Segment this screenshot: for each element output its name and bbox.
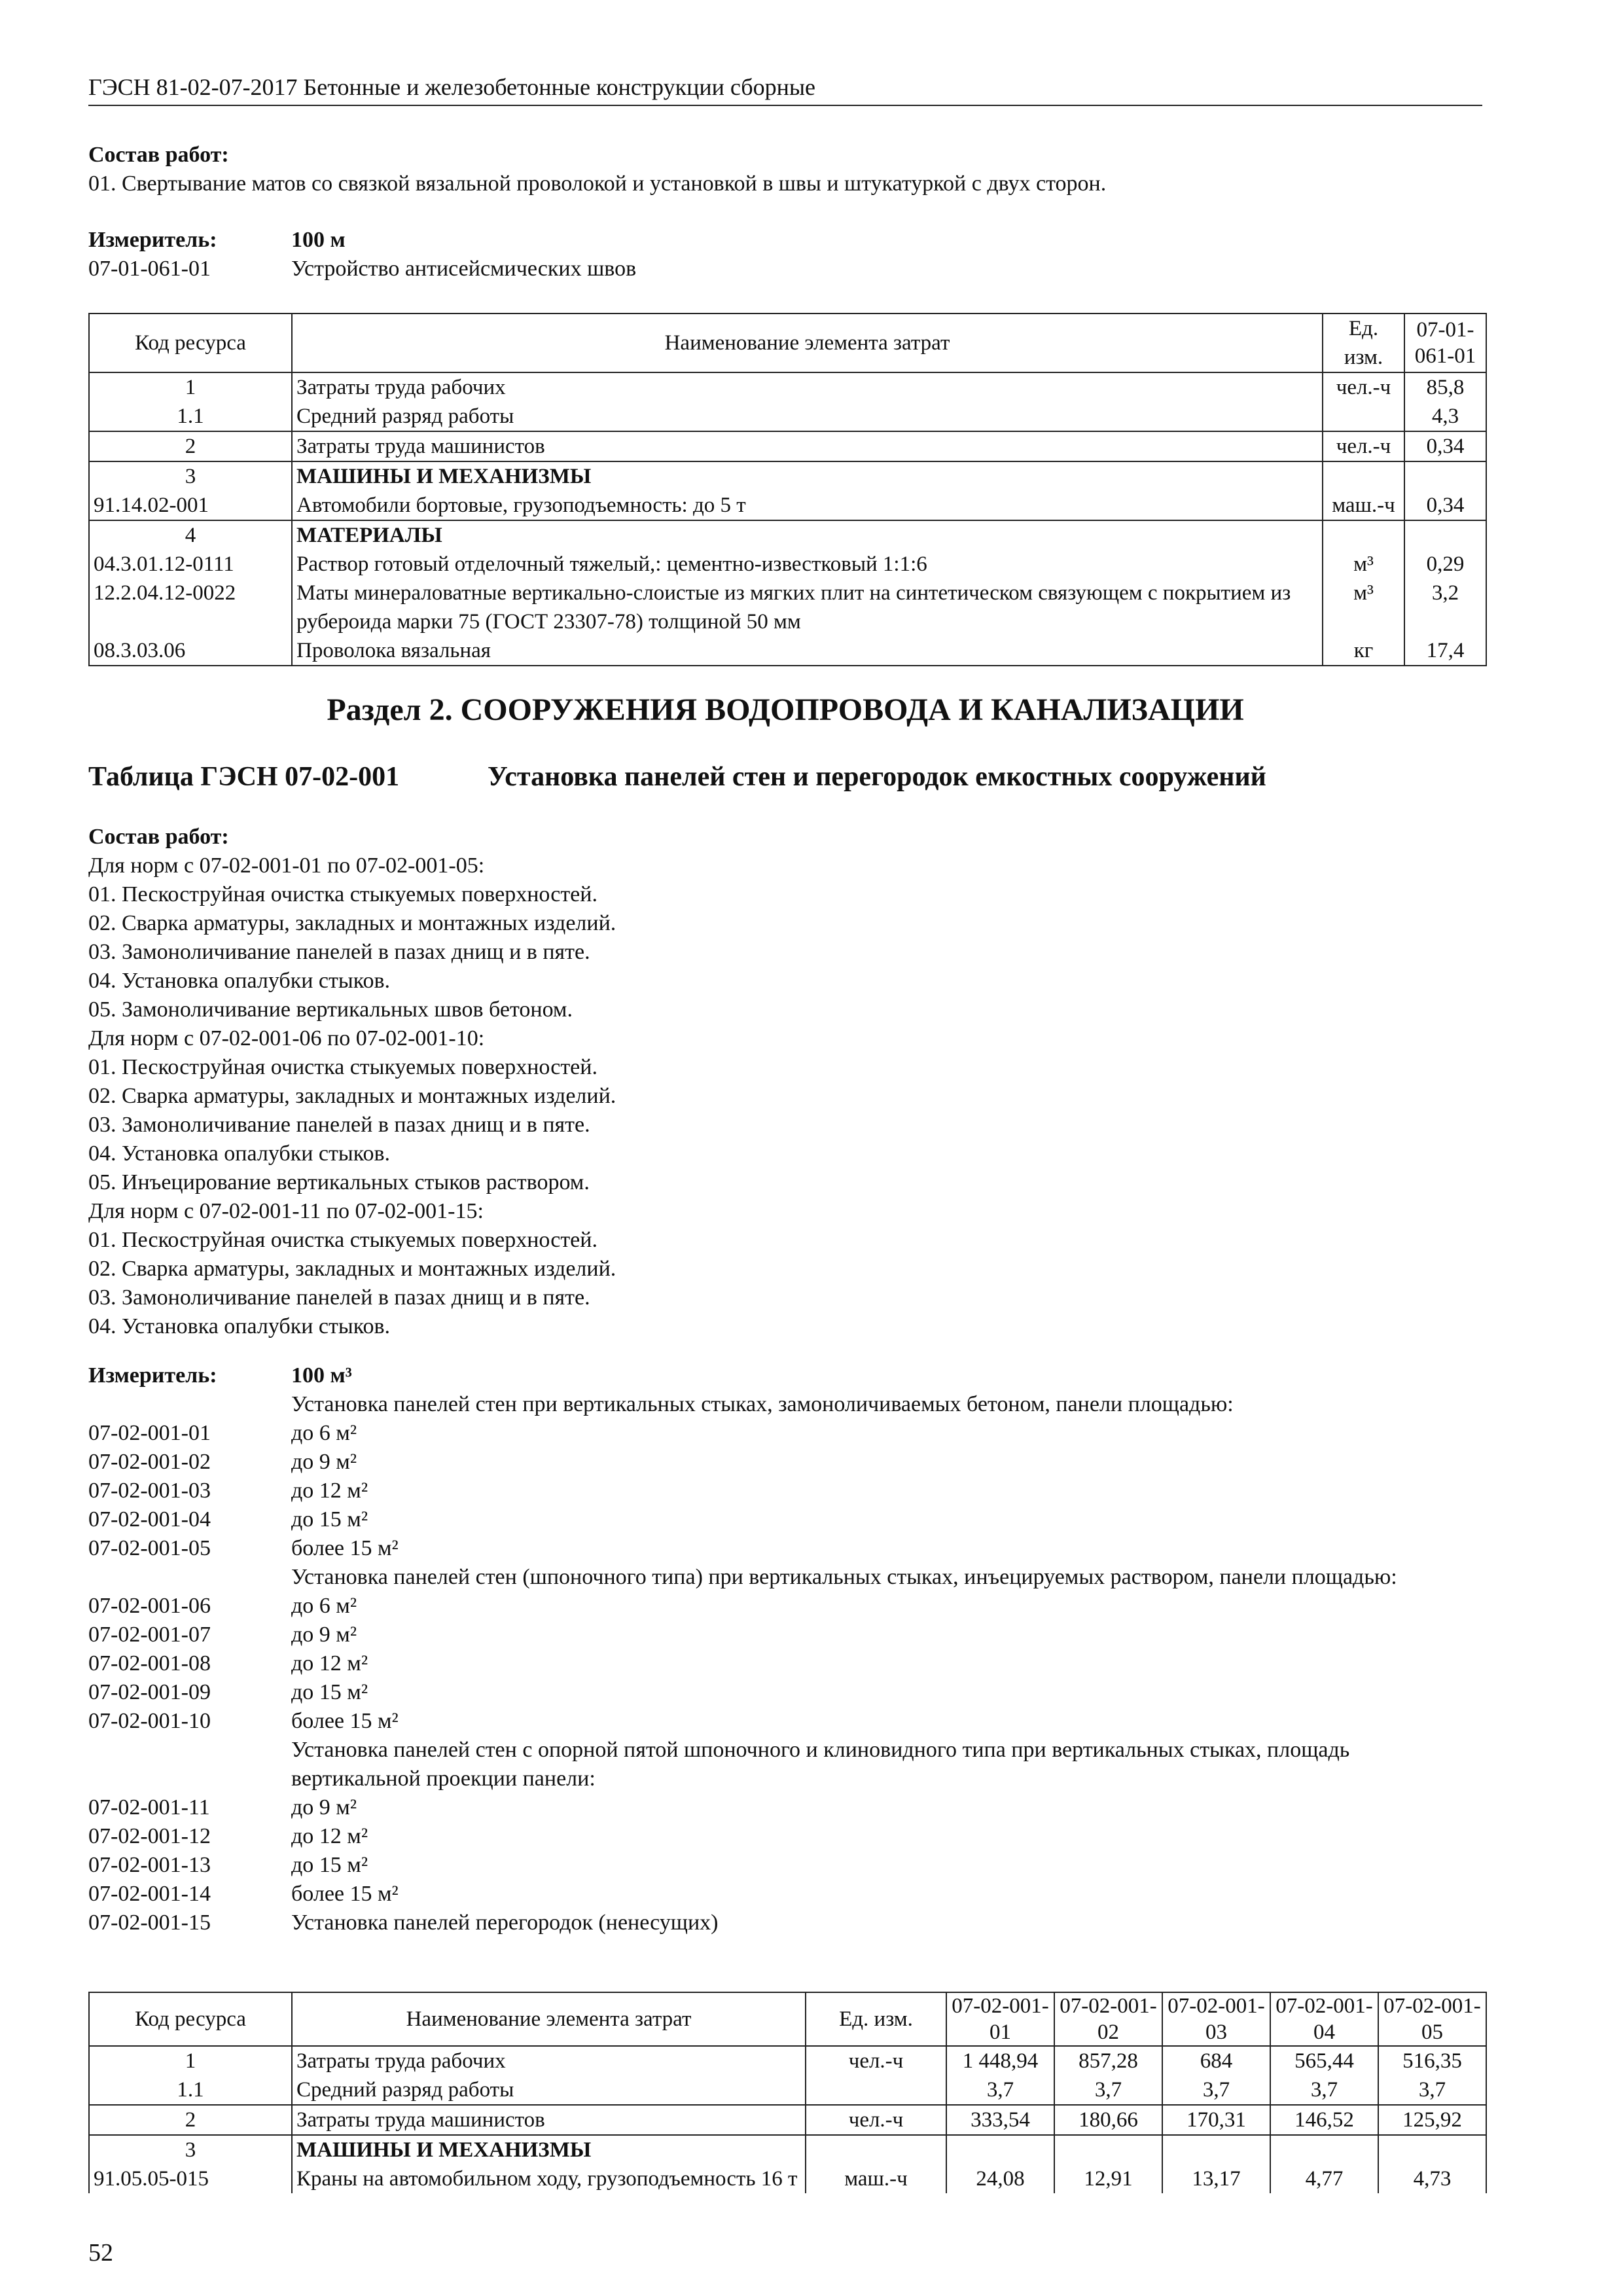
table-row: 08.3.03.06 Проволока вязальная кг 17,4 [89,636,1486,666]
norm-code: 07-01-061-01 [88,257,211,281]
norm-code: 07-02-001-10 [88,1709,211,1733]
table-row: 1.1 Средний разряд работы 4,3 [89,402,1486,431]
table-title [88,759,1482,795]
work-line: 04. Установка опалубки стыков. [88,1141,391,1166]
meter-unit: 100 м [291,228,346,252]
work-line: 01. Пескоструйная очистка стыкуемых поверхностей. [88,882,597,906]
work-line: 01. Пескоструйная очистка стыкуемых поверхностей. [88,1228,597,1252]
table-row: 91.05.05-015 Краны на автомобильном ходу, грузоподъемность 16 т маш.-ч 24,08 12,91 13,17 4,77 4,73 [89,2164,1486,2193]
work-line: 03. Замоноличивание панелей в пазах днищ и в пяте. [88,1113,590,1137]
meter-block-2 [88,1361,1482,1937]
work-item: 01. Свертывание матов со связкой вязальной проволокой и установкой в швы и штукатуркой с двух сторон. [88,171,1107,196]
norm-name: до 12 м² [291,1479,368,1503]
norm-code: 07-02-001-14 [88,1882,211,1906]
resource-table-2 [88,1992,1482,2193]
norm-name: до 6 м² [291,1421,357,1445]
col-header-norm: 07-02-001-04 [1270,1992,1378,2046]
norm-code: 07-02-001-05 [88,1536,211,1560]
work-line: 05. Замоноличивание вертикальных швов бетоном. [88,997,573,1022]
norm-name: до 9 м² [291,1795,357,1820]
meter-unit: 100 м³ [291,1363,352,1388]
work-line: 02. Сварка арматуры, закладных и монтажных изделий. [88,911,616,935]
page-number: 52 [88,2239,113,2267]
work-composition-1 [88,141,1482,198]
norm-code: 07-02-001-09 [88,1680,211,1704]
table-row: 91.14.02-001 Автомобили бортовые, грузоподъемность: до 5 т маш.-ч 0,34 [89,491,1486,520]
table-name: Установка панелей стен и перегородок емкостных сооружений [488,762,1266,792]
col-header-code: Код ресурса [89,314,292,372]
norm-code: 07-02-001-15 [88,1910,211,1935]
norm-name: Установка панелей перегородок (ненесущих) [291,1910,719,1935]
norm-group-title: Установка панелей стен при вертикальных стыках, замоноличиваемых бетоном, панели площадью: [291,1392,1234,1416]
norm-code: 07-02-001-01 [88,1421,211,1445]
col-header-code: Код ресурса [89,1992,292,2046]
resource-table-1 [88,313,1482,666]
work-line: 03. Замоноличивание панелей в пазах днищ и в пяте. [88,1285,590,1310]
norm-name: более 15 м² [291,1536,399,1560]
table-number: Таблица ГЭСН 07-02-001 [88,762,400,792]
table-row: 3 МАШИНЫ И МЕХАНИЗМЫ [89,2135,1486,2164]
work-line: 02. Сварка арматуры, закладных и монтажных изделий. [88,1084,616,1108]
work-line: 02. Сварка арматуры, закладных и монтажных изделий. [88,1257,616,1281]
norm-group-title: Установка панелей стен (шпоночного типа) при вертикальных стыках, инъецируемых раствором, панели площадью: [291,1565,1397,1589]
col-header-unit: Ед. изм. [1323,314,1404,372]
work-composition-2 [88,823,1482,1341]
col-header-unit: Ед. изм. [806,1992,946,2046]
meter-label: Измеритель: [88,228,217,252]
work-line: Для норм с 07-02-001-11 по 07-02-001-15: [88,1199,484,1223]
table-row: 1 Затраты труда рабочих чел.-ч 1 448,94 857,28 684 565,44 516,35 [89,2046,1486,2075]
norm-name: более 15 м² [291,1882,399,1906]
norm-code: 07-02-001-12 [88,1824,211,1848]
table-row: 12.2.04.12-0022 Маты минераловатные вертикально-слоистые из мягких плит на синтетическом связующем с покрытием из рубероида марки 75 (ГОСТ 23307-78) толщиной 50 мм м³ 3,2 [89,579,1486,636]
norm-code: 07-02-001-03 [88,1479,211,1503]
work-line: 05. Инъецирование вертикальных стыков раствором. [88,1170,590,1194]
running-header: ГЭСН 81-02-07-2017 Бетонные и железобетонные конструкции сборные [88,72,1482,106]
work-line: 01. Пескоструйная очистка стыкуемых поверхностей. [88,1055,597,1079]
work-line: Для норм с 07-02-001-06 по 07-02-001-10: [88,1026,485,1050]
table-row: 2 Затраты труда машинистов чел.-ч 0,34 [89,431,1486,461]
norm-name: до 12 м² [291,1824,368,1848]
norm-name: до 9 м² [291,1623,357,1647]
norm-name: до 9 м² [291,1450,357,1474]
work-line: Для норм с 07-02-001-01 по 07-02-001-05: [88,853,485,878]
section-title: Раздел 2. СООРУЖЕНИЯ ВОДОПРОВОДА И КАНАЛИЗАЦИИ [327,692,1244,727]
norm-code: 07-02-001-04 [88,1507,211,1532]
col-header-norm: 07-01-061-01 [1404,314,1486,372]
norm-code: 07-02-001-11 [88,1795,210,1820]
meter-block-1 [88,226,1482,283]
meter-label: Измеритель: [88,1363,217,1388]
col-header-norm: 07-02-001-03 [1162,1992,1270,2046]
norm-code: 07-02-001-07 [88,1623,211,1647]
norm-name: до 15 м² [291,1853,368,1877]
table-row: 4 МАТЕРИАЛЫ [89,520,1486,550]
norm-code: 07-02-001-08 [88,1651,211,1676]
col-header-norm: 07-02-001-05 [1378,1992,1486,2046]
table-row: 3 МАШИНЫ И МЕХАНИЗМЫ [89,461,1486,491]
col-header-name: Наименование элемента затрат [292,314,1323,372]
norm-name: до 15 м² [291,1680,368,1704]
work-label: Состав работ: [88,825,229,849]
norm-name: до 15 м² [291,1507,368,1532]
table-row: 1 Затраты труда рабочих чел.-ч 85,8 [89,372,1486,402]
work-line: 04. Установка опалубки стыков. [88,969,391,993]
norm-name: более 15 м² [291,1709,399,1733]
table-row: 2 Затраты труда машинистов чел.-ч 333,54 180,66 170,31 146,52 125,92 [89,2105,1486,2135]
norm-name: до 6 м² [291,1594,357,1618]
table-row: 1.1 Средний разряд работы 3,7 3,7 3,7 3,7 3,7 [89,2075,1486,2105]
col-header-norm: 07-02-001-01 [946,1992,1054,2046]
col-header-norm: 07-02-001-02 [1054,1992,1162,2046]
work-line: 04. Установка опалубки стыков. [88,1314,391,1338]
norm-code: 07-02-001-13 [88,1853,211,1877]
col-header-name: Наименование элемента затрат [292,1992,806,2046]
norm-code: 07-02-001-02 [88,1450,211,1474]
norm-code: 07-02-001-06 [88,1594,211,1618]
work-label: Состав работ: [88,143,229,167]
norm-name: до 12 м² [291,1651,368,1676]
norm-group-title: Установка панелей стен с опорной пятой шпоночного и клиновидного типа при вертикальных стыках, площадь вертикальной проекции панели: [291,1738,1350,1791]
work-line: 03. Замоноличивание панелей в пазах днищ и в пяте. [88,940,590,964]
norm-name: Устройство антисейсмических швов [291,257,637,281]
table-row: 04.3.01.12-0111 Раствор готовый отделочный тяжелый,: цементно-известковый 1:1:6 м³ 0,29 [89,550,1486,579]
